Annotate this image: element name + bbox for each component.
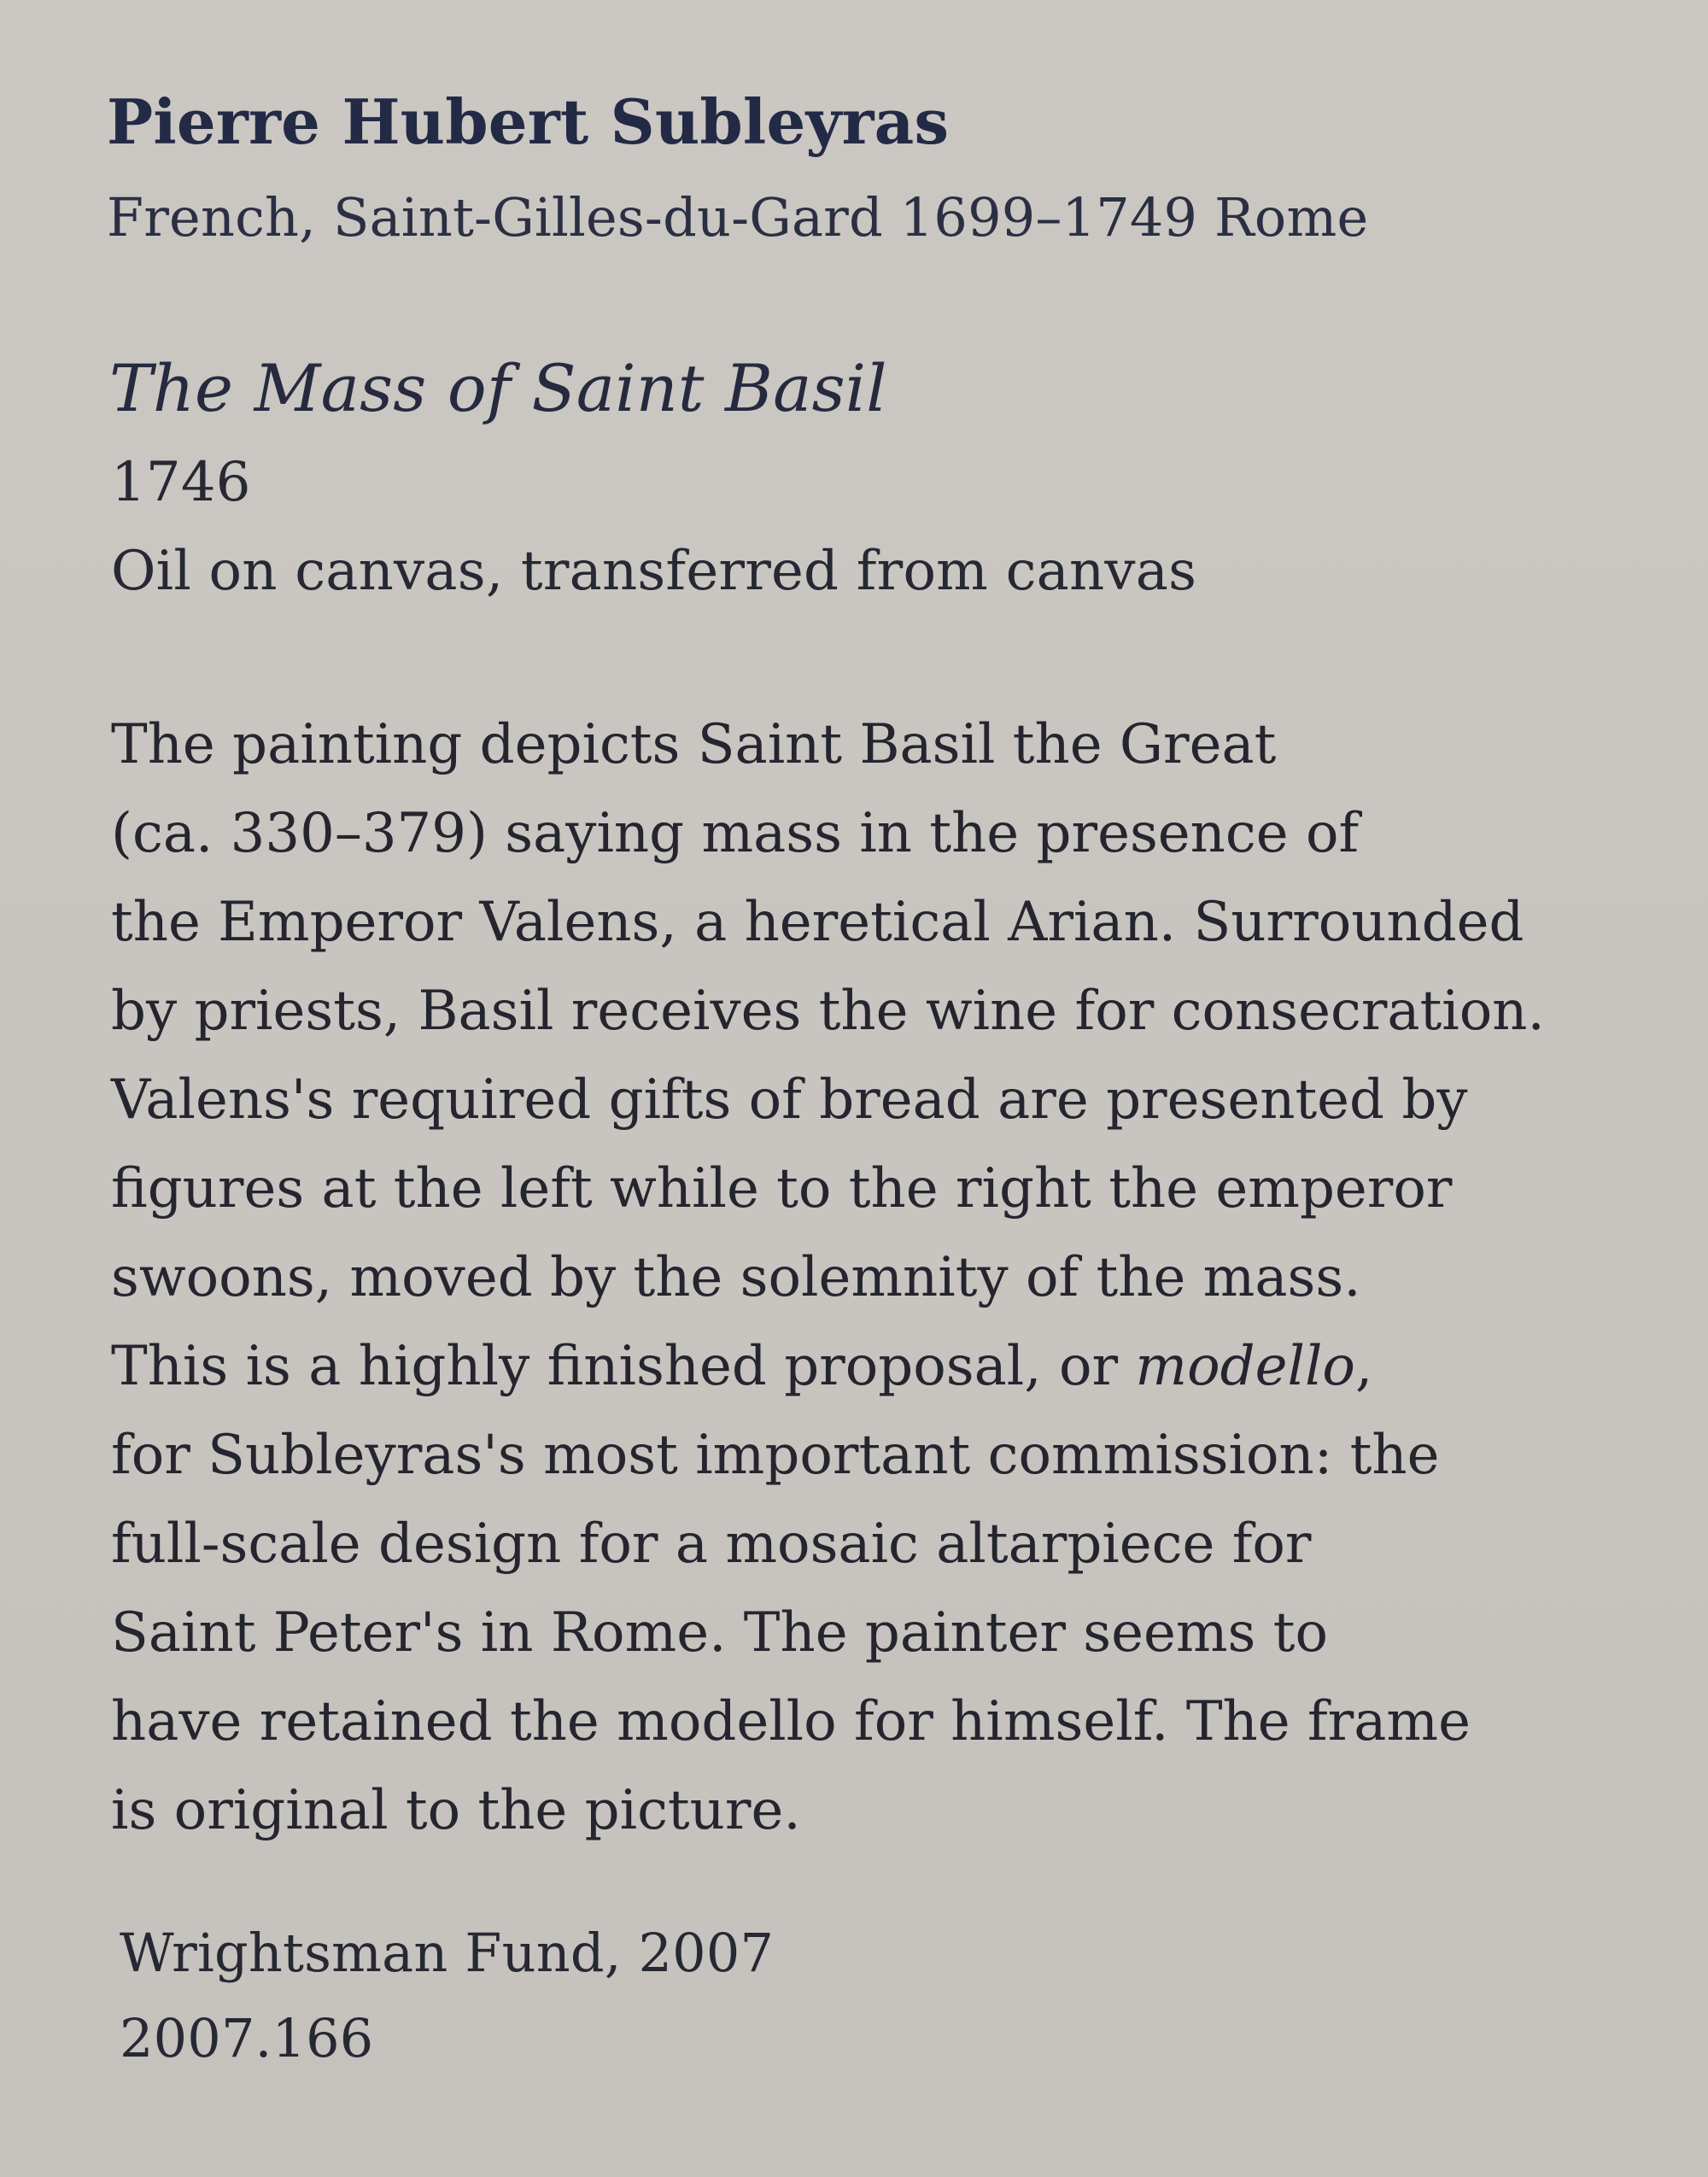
description-line: (ca. 330–379) saying mass in the presence of (111, 802, 1360, 865)
credit-line: Wrightsman Fund, 2007 (120, 1922, 775, 1984)
description-line: swoons, moved by the solemnity of the mass. (111, 1246, 1361, 1309)
artist-nationality-dates: French, Saint-Gilles-du-Gard 1699–1749 Rome (107, 186, 1369, 249)
description-line: is original to the picture. (111, 1779, 801, 1842)
description-line: figures at the left while to the right the emperor (111, 1157, 1453, 1220)
description-line: The painting depicts Saint Basil the Great (111, 713, 1277, 776)
artwork-medium: Oil on canvas, transferred from canvas (111, 540, 1197, 603)
artwork-description (111, 700, 1545, 1855)
description-line: full-scale design for a mosaic altarpiece for (111, 1513, 1312, 1576)
artwork-title: The Mass of Saint Basil (109, 350, 887, 426)
description-line: Valens's required gifts of bread are presented by (111, 1068, 1468, 1132)
description-line: Saint Peter's in Rome. The painter seems to (111, 1601, 1328, 1665)
artwork-date: 1746 (111, 451, 251, 514)
modello-term: modello (1135, 1335, 1355, 1398)
description-text: , (1354, 1335, 1373, 1398)
description-line (111, 1322, 1545, 1411)
artist-name: Pierre Hubert Subleyras (107, 85, 950, 158)
description-line: for Subleyras's most important commission: the (111, 1424, 1440, 1487)
description-line: have retained the modello for himself. The frame (111, 1690, 1471, 1753)
description-line: by priests, Basil receives the wine for consecration. (111, 980, 1545, 1043)
accession-number: 2007.166 (120, 2007, 374, 2069)
description-text: This is a highly finished proposal, or (111, 1335, 1136, 1398)
description-line: the Emperor Valens, a heretical Arian. Surrounded (111, 891, 1524, 954)
